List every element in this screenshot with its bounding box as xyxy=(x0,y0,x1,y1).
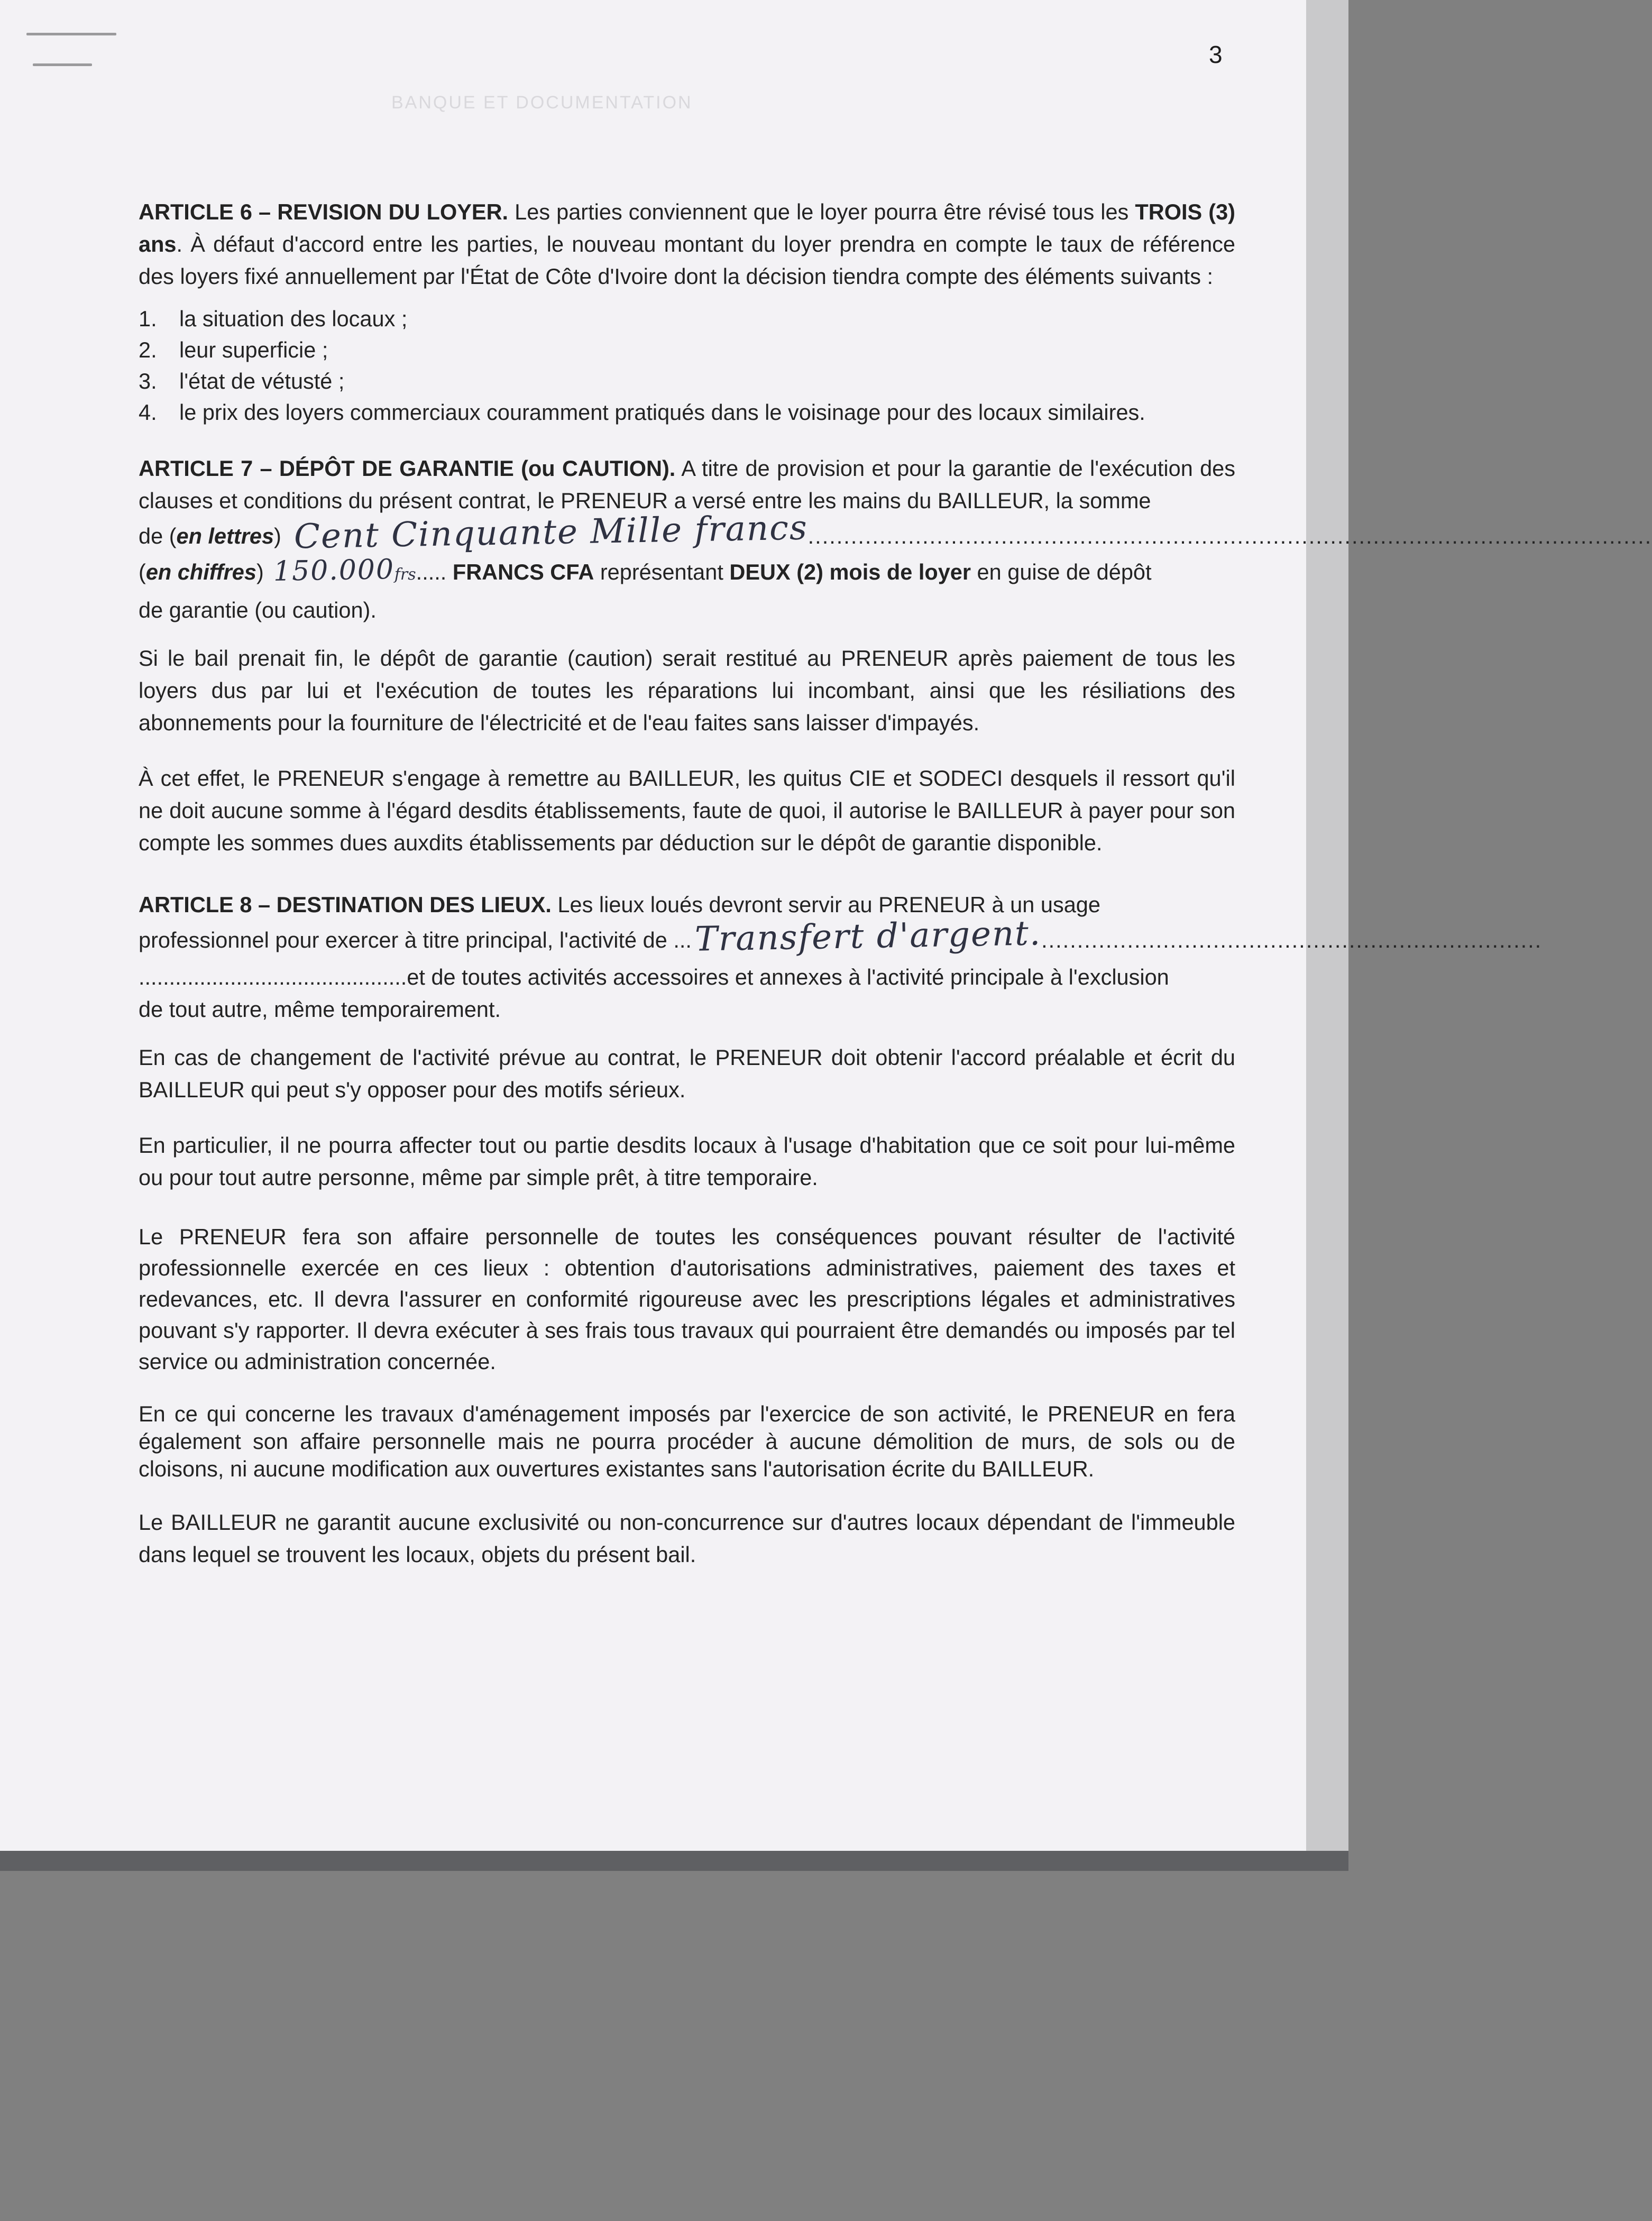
handwritten-currency-note: frs xyxy=(394,565,416,584)
corner-mark xyxy=(26,33,116,35)
article-8-change: En cas de changement de l'activité prévue au contrat, le PRENEUR doit obtenir l'accord préalable et écrit du BAILLEUR qui peut s'y opposer pour des motifs sérieux. xyxy=(139,1045,1235,1102)
handwritten-activity: Transfert d'argent. xyxy=(694,914,1042,959)
list-item: 3. l'état de vétusté ; xyxy=(139,369,345,393)
article-7-title: ARTICLE 7 – DÉPÔT DE GARANTIE (ou CAUTION). xyxy=(139,456,676,481)
page-number: 3 xyxy=(1209,41,1223,68)
article-7-refund: Si le bail prenait fin, le dépôt de garantie (caution) serait restitué au PRENEUR après paiement de tous les loyers dus par lui et l'exécution de toutes les réparations lui incombant, ainsi que les résiliations des abonnements pour la fourniture de l'électricité et de l'eau faites sans laisser d'impayés. xyxy=(139,646,1235,735)
currency-label: FRANCS CFA xyxy=(452,559,594,584)
article-8-responsibility: Le PRENEUR fera son affaire personnelle de toutes les conséquences pouvant résulter de l'activité professionnelle exercée en ces lieux : obtention d'autorisations administratives, paiement des taxes et redevances, etc. Il devra l'assurer en conformité rigoureuse avec les prescriptions légales et administratives pouvant s'y rapporter. Il devra exécuter à ses frais tous travaux qui pourraient être demandés ou imposés par tel service ou administration concernée. xyxy=(139,1224,1235,1374)
article-8-title: ARTICLE 8 – DESTINATION DES LIEUX. xyxy=(139,892,552,917)
article-6-title: ARTICLE 6 – REVISION DU LOYER. xyxy=(139,199,509,224)
document-body xyxy=(139,196,1652,1594)
handwritten-amount-letters: Cent Cinquante Mille francs xyxy=(293,508,809,557)
list-item: 4. le prix des loyers commerciaux couramment pratiqués dans le voisinage pour des locaux similaires. xyxy=(139,400,1145,425)
article-7: ARTICLE 7 – DÉPÔT DE GARANTIE (ou CAUTION). A titre de provision et pour la garantie de l'exécution des clauses et conditions du présent contrat, le PRENEUR a versé entre les mains du BAILLEUR, la somme de ( en lettres ) Cent Cinquante Mille francs ...................................................................................................................... ( en chiffres ) 150.000 frs ..... FRANCS CFA représentant DEUX (2) mois de loyer en guise de dépôt de garantie (ou caution). xyxy=(139,456,1652,622)
article-8-exclusivity: Le BAILLEUR ne garantit aucune exclusivité ou non-concurrence sur d'autres locaux dépendant de l'immeuble dans lequel se trouvent les locaux, objets du présent bail. xyxy=(139,1510,1235,1567)
activity-line: professionnel pour exercer à titre principal, l'activité de ... Transfert d'argent. ...................................................................... xyxy=(139,914,1543,959)
article-8-habitation: En particulier, il ne pourra affecter tout ou partie desdits locaux à l'usage d'habitation que ce soit pour lui-même ou pour tout autre personne, même par simple prêt, à titre temporaire. xyxy=(139,1133,1235,1190)
amount-figures-line: ( en chiffres ) 150.000 frs ..... FRANCS CFA représentant DEUX (2) mois de loyer en guise de dépôt xyxy=(139,555,1235,594)
bleed-through-heading: BANQUE ET DOCUMENTATION xyxy=(391,93,693,113)
list-item: 2. leur superficie ; xyxy=(139,337,328,362)
article-7-quitus: À cet effet, le PRENEUR s'engage à remettre au BAILLEUR, les quitus CIE et SODECI desquels il ressort qu'il ne doit aucune somme à l'égard desdits établissements, faute de quoi, il autorise le BAILLEUR à payer pour son compte les sommes dues auxdits établissements par déduction sur le dépôt de garantie disponible. xyxy=(139,766,1235,855)
amount-letters-line: de ( en lettres ) Cent Cinquante Mille francs ...................................................................................................................... xyxy=(139,508,1652,557)
scanner-edge xyxy=(0,1851,1348,1871)
list-item: 1. la situation des locaux ; xyxy=(139,306,408,331)
deposit-months: DEUX (2) mois de loyer xyxy=(729,559,971,584)
revision-criteria-list xyxy=(139,303,1235,428)
handwritten-amount-figures: 150.000 xyxy=(273,554,395,588)
revision-period: TROIS (3) ans xyxy=(139,199,1235,256)
article-6: ARTICLE 6 – REVISION DU LOYER. Les parties conviennent que le loyer pourra être révisé tous les TROIS (3) ans. À défaut d'accord entre les parties, le nouveau montant du loyer prendra en compte le taux de référence des loyers fixé annuellement par l'État de Côte d'Ivoire dont la décision tiendra compte des éléments suivants : xyxy=(139,199,1235,289)
article-8: ARTICLE 8 – DESTINATION DES LIEUX. Les lieux loués devront servir au PRENEUR à un usage professionnel pour exercer à titre principal, l'activité de ... Transfert d'argent. ...................................................................... ............................................ et de toutes activités accessoires et annexes à l'activité principale à l'exclusion de tout autre, même temporairement. xyxy=(139,892,1543,1022)
corner-mark xyxy=(33,63,92,66)
article-8-works: En ce qui concerne les travaux d'aménagement imposés par l'exercice de son activité, le PRENEUR en fera également son affaire personnelle mais ne pourra procéder à aucune démolition de murs, de sols ou de cloisons, ni aucune modification aux ouvertures existantes sans l'autorisation écrite du BAILLEUR. xyxy=(139,1401,1235,1481)
